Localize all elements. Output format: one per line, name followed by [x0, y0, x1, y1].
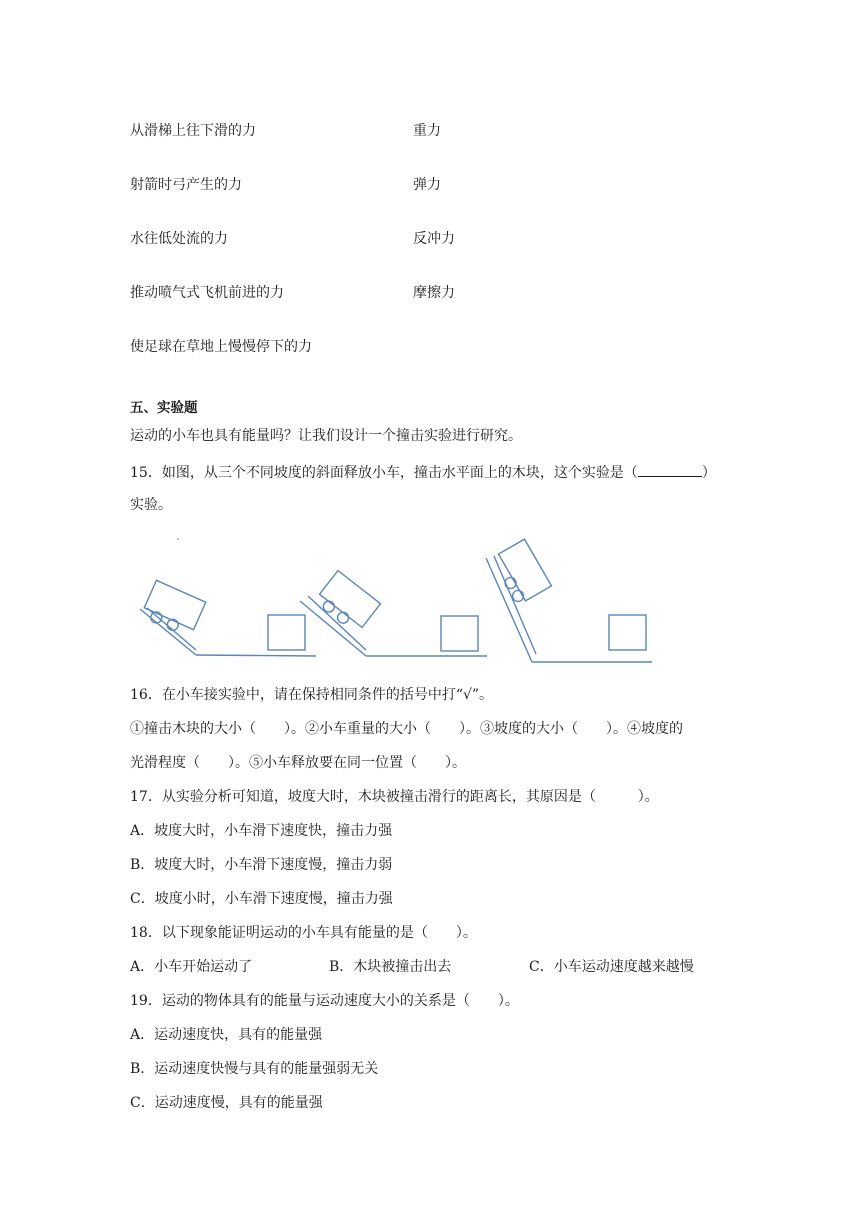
q15-answer-blank[interactable] — [638, 462, 702, 477]
match-left-1: 从滑梯上往下滑的力 — [130, 123, 256, 139]
setup-2-block — [441, 616, 478, 651]
q16-line2: ①撞击木块的大小（ ）。②小车重量的大小（ ）。③坡度的大小（ ）。④坡度的 — [130, 721, 683, 737]
slope-experiment-figure — [126, 528, 666, 670]
q16-stem: 16．在小车接实验中，请在保持相同条件的括号中打“√”。 — [130, 687, 494, 703]
match-right-2: 弹力 — [413, 177, 441, 193]
setup-3-block — [609, 615, 646, 650]
q17-option-c[interactable]: C．坡度小时，小车滑下速度慢，撞击力强 — [130, 891, 393, 907]
section-title: 五、实验题 — [130, 400, 198, 416]
match-left-3: 水往低处流的力 — [130, 231, 228, 247]
match-right-3: 反冲力 — [413, 231, 455, 247]
q17-option-b[interactable]: B．坡度大时，小车滑下速度慢，撞击力弱 — [130, 857, 393, 873]
q19-option-b[interactable]: B．运动速度快慢与具有的能量强弱无关 — [130, 1061, 379, 1077]
q17-stem: 17．从实验分析可知道，坡度大时，木块被撞击滑行的距离长，其原因是（ ）。 — [130, 789, 659, 805]
setup-2-cart — [314, 571, 381, 635]
q15-line2: 实验。 — [130, 497, 172, 513]
q15-text-after: ） — [701, 465, 716, 481]
q15-text-before: 15．如图，从三个不同坡度的斜面释放小车，撞击水平面上的木块，这个实验是（ — [130, 465, 638, 481]
match-right-4: 摩擦力 — [413, 285, 455, 301]
figure-dot — [177, 538, 179, 540]
match-left-4: 推动喷气式飞机前进的力 — [130, 285, 284, 301]
setup-1-cart — [140, 580, 205, 638]
setup-1-block — [268, 615, 305, 650]
q17-option-a[interactable]: A．坡度大时，小车滑下速度快，撞击力强 — [130, 823, 393, 839]
setup-2-slope — [300, 596, 487, 656]
section-intro: 运动的小车也具有能量吗？让我们设计一个撞击实验进行研究。 — [130, 428, 522, 444]
q18-option-a[interactable]: A．小车开始运动了 — [130, 959, 253, 975]
q15-line1 — [130, 462, 716, 483]
match-right-1: 重力 — [413, 123, 441, 139]
q19-option-a[interactable]: A．运动速度快，具有的能量强 — [130, 1027, 323, 1043]
setup-3-cart — [490, 539, 551, 606]
setup-3-slope — [486, 556, 652, 662]
q18-option-b[interactable]: B．木块被撞击出去 — [329, 959, 452, 975]
match-left-2: 射箭时弓产生的力 — [130, 177, 242, 193]
q18-stem: 18．以下现象能证明运动的小车具有能量的是（ ）。 — [130, 925, 477, 941]
q19-option-c[interactable]: C．运动速度慢，具有的能量强 — [130, 1095, 323, 1111]
q19-stem: 19．运动的物体具有的能量与运动速度大小的关系是（ ）。 — [130, 993, 519, 1009]
q16-line3: 光滑程度（ ）。⑤小车释放要在同一位置（ ）。 — [130, 755, 466, 771]
q18-option-c[interactable]: C．小车运动速度越来越慢 — [529, 959, 694, 975]
match-left-5: 使足球在草地上慢慢停下的力 — [130, 339, 312, 355]
